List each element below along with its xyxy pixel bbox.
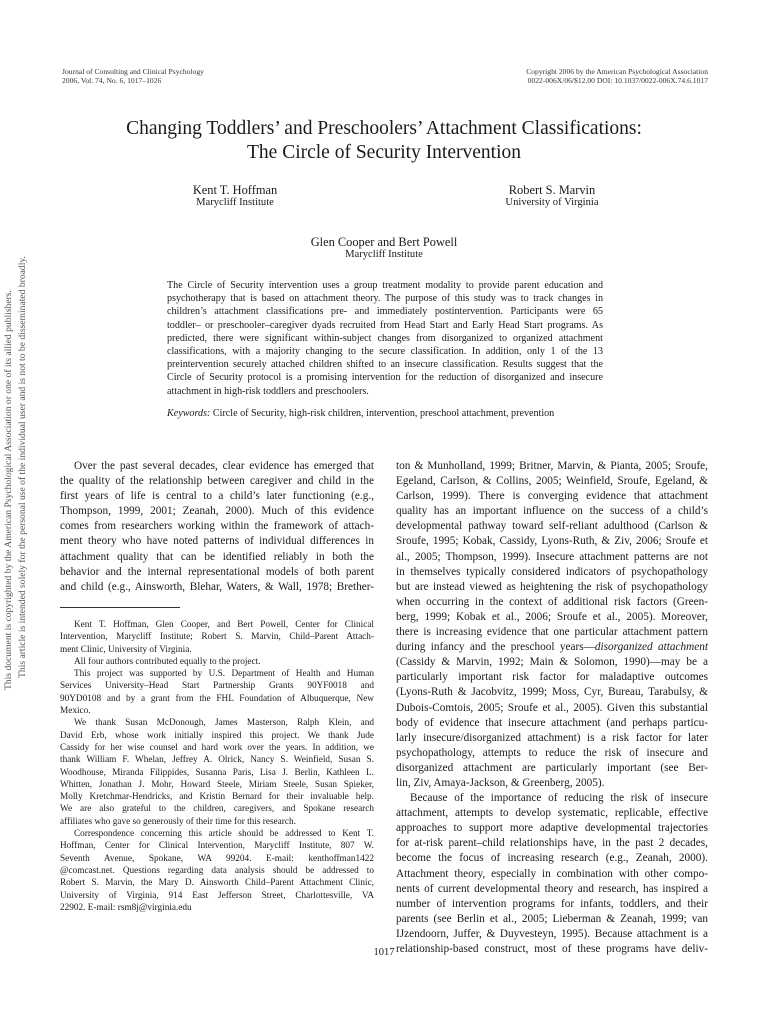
footnote-line: Hoffman, Center for Clinical Intervention, Marycliff Institute, 807 W. bbox=[60, 841, 374, 852]
article-title bbox=[60, 117, 708, 165]
doi-line: 0022-006X/06/$12.00 DOI: 10.1037/0022-006X.74.6.1017 bbox=[527, 76, 708, 86]
footnote-line: Correspondence concerning this article should be addressed to Kent T. bbox=[74, 829, 374, 840]
keywords-text: Circle of Security, high-risk children, intervention, preschool attachment, prevention bbox=[212, 408, 555, 419]
body-line: al., 2005; Thompson, 1999). Insecure attachment patterns are not bbox=[396, 550, 708, 563]
body-line: Dubois-Comtois, 2005; Sroufe et al., 2005). Given this substantial bbox=[396, 701, 708, 714]
footnote-line: Molly Kretchmar-Hendricks, and Kristin Bernard for their invaluable help. bbox=[60, 792, 374, 803]
copyright-line: Copyright 2006 by the American Psychological Association bbox=[526, 67, 708, 76]
author-name: Robert S. Marvin bbox=[508, 183, 596, 197]
body-line: attachment quality that can be identified reliably in both the bbox=[60, 550, 374, 563]
journal-name: Journal of Consulting and Clinical Psychology bbox=[62, 67, 204, 76]
footnote-line: University of Virginia, 914 East Jefferson Street, Charlottesville, VA bbox=[60, 890, 374, 901]
footnote-line: thank William F. Whelan, Jeffrey A. Olrick, Nancy S. Weinfield, Susan S. bbox=[60, 755, 374, 766]
body-line: Egeland, Carlson, & Collins, 2005; Weinfield, Sroufe, Egeland, & bbox=[396, 475, 708, 488]
body-line: psychopathology, attempts to reduce the risk of insecure and bbox=[396, 746, 708, 759]
footnote-line: Seventh Avenue, Spokane, WA 99204. E-mail: kenthoffman1422 bbox=[60, 853, 374, 864]
disorganized-attachment-term: disorganized attachment bbox=[594, 641, 708, 654]
author-affiliation: Marycliff Institute bbox=[345, 249, 423, 260]
body-line: in themselves typically considered indicators of psychopathology bbox=[396, 565, 708, 578]
body-line: particularly important risk factor for maladaptive outcomes bbox=[396, 671, 708, 684]
footnote-line: We thank Susan McDonough, James Masterson, Ralph Klein, and bbox=[74, 718, 374, 729]
footnote-line: David Erb, whose work initially inspired this project. We thank Jude bbox=[60, 730, 374, 741]
abstract-line: predicted, there were significant within-subject changes from disorganized to organized attachment bbox=[167, 332, 603, 344]
body-line: relationship-based construct, most of these programs have deliv- bbox=[396, 943, 708, 955]
body-line: behavior and the internal representational models of both parent bbox=[60, 565, 374, 578]
author-affiliation: Marycliff Institute bbox=[196, 197, 274, 208]
body-line: Over the past several decades, clear evidence has emerged that bbox=[74, 460, 374, 472]
title-line-1: Changing Toddlers’ and Preschoolers’ Attachment Classifications: bbox=[126, 118, 642, 139]
journal-header bbox=[62, 67, 204, 86]
copyright-header bbox=[526, 67, 708, 86]
keywords-label: Keywords: bbox=[167, 408, 211, 419]
body-line: comes from researchers working within the framework of attach- bbox=[60, 520, 374, 533]
body-line: there is increasing evidence that one particular attachment pattern bbox=[396, 626, 708, 639]
body-line: berg, 1999; Kobak et al., 2006; Sroufe et al., 2005). Moreover, bbox=[396, 610, 708, 623]
body-line: body of evidence that insecure attachment (and perhaps particu- bbox=[396, 716, 708, 729]
body-line: developmental pathway toward self-reliant adulthood (Carlson & bbox=[396, 520, 708, 533]
left-column-body bbox=[60, 459, 374, 595]
footnote-line: affiliates who gave so generously of their time for this research. bbox=[60, 816, 296, 827]
right-column-body bbox=[396, 459, 708, 957]
body-line: attachment, attempts to develop systematic, replicable, effective bbox=[396, 807, 708, 820]
body-line: (Lyons-Ruth & Jacobvitz, 1999; Moss, Cyr, Bureau, Tarabulsy, & bbox=[396, 686, 708, 699]
body-line: but are instead viewed as heightening the risk of psychopathology bbox=[396, 580, 708, 593]
body-line: Carlson, 1999). There is converging evidence that attachment bbox=[396, 490, 708, 503]
body-line-text: during infancy and the preschool years— bbox=[396, 641, 595, 654]
footnote-line: Whitten, Jonathan J. Mohr, Howard Steele, Miriam Steele, Susan Spieker, bbox=[60, 779, 374, 790]
body-line: ment theory who have noted patterns of individual differences in bbox=[60, 535, 374, 548]
footnote-line: Robert S. Marvin, the Mary D. Ainsworth Child–Parent Attachment Clinic, bbox=[60, 878, 374, 889]
body-line: number of intervention programs for infants, toddlers, and their bbox=[396, 897, 708, 910]
body-line: when occurring in the context of additional risk factors (Green- bbox=[396, 595, 708, 608]
body-line: approaches to support more adaptive developmental trajectories bbox=[396, 822, 708, 835]
footnote-line: All four authors contributed equally to the project. bbox=[74, 656, 261, 667]
keywords bbox=[167, 407, 603, 420]
author-block-2 bbox=[452, 183, 652, 209]
body-line: ton & Munholland, 1999; Britner, Marvin, & Pianta, 2005; Sroufe, bbox=[396, 460, 708, 472]
footnote-line: ment Clinic, University of Virginia. bbox=[60, 644, 192, 655]
body-line: Thompson, 1999, 2001; Zeanah, 2000). Much of this evidence bbox=[60, 505, 374, 518]
body-line: and child (e.g., Ainsworth, Blehar, Waters, & Wall, 1978; Brether- bbox=[60, 580, 374, 593]
footnote-line: Kent T. Hoffman, Glen Cooper, and Bert Powell, Center for Clinical bbox=[74, 620, 374, 630]
author-note bbox=[60, 619, 374, 914]
footnote-line: Woodhouse, Miranda Filippides, Susanna Paris, Lisa J. Berlin, Kathleen L. bbox=[60, 767, 374, 778]
title-line-2: The Circle of Security Intervention bbox=[247, 142, 521, 163]
page-number: 1017 bbox=[373, 947, 395, 958]
footnote-rule bbox=[60, 607, 180, 608]
abstract-line: children’s attachment classifications pre- and immediately postintervention. Participants were 65 bbox=[167, 306, 603, 318]
footnote-line: This project was supported by U.S. Department of Health and Human bbox=[74, 669, 374, 680]
body-line: Because of the importance of reducing the risk of insecure bbox=[410, 792, 708, 805]
copyright-notice-2: This article is intended solely for the personal use of the individual user and is not to be disseminated broadly. bbox=[17, 256, 28, 678]
author-affiliation: University of Virginia bbox=[505, 197, 599, 208]
author-name: Glen Cooper and Bert Powell bbox=[310, 235, 458, 249]
footnote-line: @comcast.net. Questions regarding data analysis should be addressed to bbox=[60, 865, 374, 876]
abstract-line: preintervention securely attached children shifted to an insecure classification. Results suggest that the bbox=[167, 359, 603, 371]
body-line: lin, Ziv, Amaya-Jackson, & Greenberg, 2005). bbox=[396, 776, 605, 789]
body-line: for at-risk parent–child relationships have, in the past 2 decades, bbox=[396, 837, 708, 850]
abstract-line: The Circle of Security intervention uses a group treatment modality to provide parent education and bbox=[167, 280, 603, 291]
body-line: disorganized attachment are particularly important (see Ber- bbox=[396, 761, 708, 774]
footnote-line: Services University–Head Start Partnership Grants 90YF0018 and bbox=[60, 681, 374, 692]
body-line: Sroufe, 1995; Kobak, Cassidy, Lyons-Ruth, & Ziv, 2006; Sroufe et bbox=[396, 535, 708, 548]
body-line: Attachment theory, especially in combination with other compo- bbox=[396, 867, 708, 880]
body-line: become the focus of increasing research (e.g., Zeanah, 2000). bbox=[396, 852, 708, 865]
body-line: quality has an important influence on the success of a child’s bbox=[396, 505, 708, 518]
footnote-line: Cassidy for her wise counsel and hard work over the years. In addition, we bbox=[60, 742, 374, 753]
abstract-line: attachment in high-risk toddlers and preschoolers. bbox=[167, 385, 369, 397]
body-line: the quality of the relationship between caregiver and child in the bbox=[60, 475, 374, 488]
abstract-line: psychotherapy that is based on attachment theory. The purpose of this study was to track changes in bbox=[167, 293, 603, 305]
author-name: Kent T. Hoffman bbox=[192, 183, 278, 197]
body-line: IJzendoorn, Juffer, & Duyvesteyn, 1995). Because attachment is a bbox=[396, 927, 708, 940]
body-line-emphasis bbox=[396, 640, 708, 655]
journal-volume: 2006, Vol. 74, No. 6, 1017–1026 bbox=[62, 76, 162, 86]
body-line: parents (see Berlin et al., 2005; Lieberman & Zeanah, 1999; van bbox=[396, 912, 708, 925]
abstract-line: toddler– or preschooler–caregiver dyads recruited from Head Start and Early Head Start programs. As bbox=[167, 319, 603, 331]
copyright-notice-1: This document is copyrighted by the American Psychological Association or one of its allied publishers. bbox=[3, 290, 14, 690]
footnote-line: Intervention, Marycliff Institute; Robert S. Marvin, Child–Parent Attach- bbox=[60, 632, 374, 643]
abstract bbox=[167, 279, 603, 398]
author-block-1 bbox=[135, 183, 335, 209]
abstract-line: classifications, with a majority changing to the secure classification. In addition, only 1 of the 13 bbox=[167, 346, 603, 358]
footnote-line: Mexico. bbox=[60, 706, 91, 717]
body-line: nents of current developmental theory and research, has inspired a bbox=[396, 882, 708, 895]
abstract-line: Circle of Security protocol is a promising intervention for the reduction of disorganized and insecure bbox=[167, 372, 603, 384]
body-line: larly insecure/disorganized attachment) is a risk factor for later bbox=[396, 731, 708, 744]
body-line: (Cassidy & Marvin, 1992; Main & Solomon, 1990)—may be a bbox=[396, 656, 708, 669]
footnote-line: 90YD0108 and by a grant from the FHL Foundation of Albuquerque, New bbox=[60, 693, 374, 704]
footnote-line: 22902. E-mail: rsm8j@virginia.edu bbox=[60, 902, 192, 913]
body-line: first years of life is central to a child’s later functioning (e.g., bbox=[60, 490, 374, 503]
footnote-line: We are also grateful to the children, caregivers, and Spokane research bbox=[60, 804, 374, 815]
author-block-3 bbox=[234, 235, 534, 261]
